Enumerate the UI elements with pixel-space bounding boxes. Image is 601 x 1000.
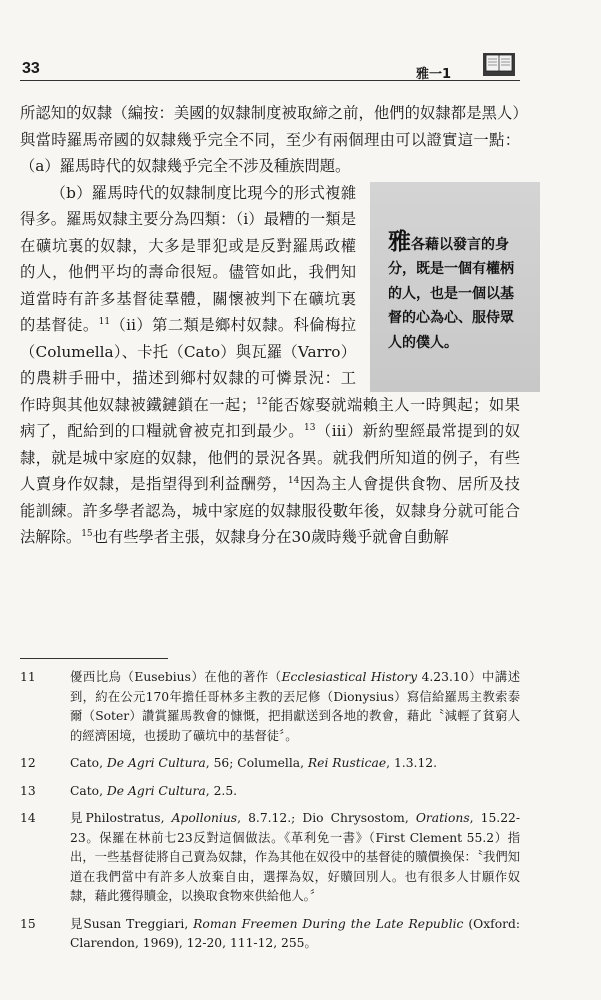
footnote-14 <box>20 809 520 907</box>
footnote-text: Cato, <box>70 783 107 798</box>
footnote-ref-15: 15 <box>81 529 93 539</box>
footnote-text: Cato, <box>70 756 107 770</box>
footnote-text: , 1.3.12. <box>386 756 437 770</box>
pull-quote <box>370 182 540 392</box>
book-icon <box>482 50 516 78</box>
footnote-ref-12: 12 <box>256 396 268 407</box>
paragraph-2-text-a: （b）羅馬時代的奴隸制度比現今的形式複雜得多。羅馬奴隸主要分為四類：（i）最糟的一類是在礦坑裏的奴隸，大多是罪犯或是反對羅馬政權的人，他們平均的壽命很短。儘管如此，我們知道當時有許多基督徒羣體，關懷被判下在礦坑裏的基督徒。 <box>20 183 356 334</box>
footnote-text: 見Philostratus, <box>70 811 172 825</box>
footnote-text: , 56; Columella, <box>205 756 308 770</box>
paragraph-2-text-f: 也有些學者主張，奴隸身分在30歲時幾乎就會自動解 <box>92 528 449 546</box>
body-text <box>20 100 520 551</box>
footnote-title: De Agri Cultura <box>106 756 206 770</box>
footnote-title: Roman Freemen During the Late Republic <box>193 916 464 931</box>
footnote-ref-14: 14 <box>287 476 300 486</box>
footnote-text: (Oxford: Clarendon, 1969), 12-20, 111-12, 255。 <box>70 916 520 950</box>
footnote-title: Orations <box>415 811 470 825</box>
footnote-text: 見Susan Treggiari, <box>70 916 194 931</box>
footnote-rule <box>20 658 168 659</box>
footnote-text: , 8.7.12.; Dio Chrysostom, <box>237 811 416 825</box>
footnote-title: Rei Rusticae <box>307 756 387 770</box>
footnotes <box>20 668 520 962</box>
pull-quote-text: 各藉以發言的身分，既是一個有權柄的人，也是一個以基督的心為心、服侍眾人的僕人。 <box>388 236 514 351</box>
pull-quote-dropcap: 雅 <box>388 228 411 255</box>
footnote-15 <box>20 915 520 954</box>
footnote-text: 4.23.10）中講述到，約在公元170年擔任哥林多主教的丟尼修（Dionysius）寫信給羅馬主教索泰爾（Soter）讚賞羅馬教會的慷慨，把捐獻送到各地的教會，藉此〝減輕了貧窮人的經濟困境，也援助了礦坑中的基督徒〞。 <box>70 670 520 743</box>
paragraph-2-text-b: （ii）第二類是鄉村奴隸。科倫梅拉（Columella）、卡托（Cato）與瓦羅（Varro）的農耕手冊中，描述到鄉村奴隸的可憐景況：工作時與其他奴隸被鐵鏈鎖在一起； <box>20 316 356 414</box>
paragraph-2-text-c: 能否嫁娶就端賴主人一時興起；如果病了，配給到的口糧就會被克扣到最少。 <box>20 395 520 440</box>
page-number: 33 <box>22 60 40 77</box>
paragraph-2-text-d: （iii）新約聖經最常提到的奴隸，就是城中家庭的奴隸，他們的景況各異。就我們所知道的例子，有些人賣身作奴隸，是指望得到利益酬勞， <box>20 422 520 493</box>
footnote-ref-11: 11 <box>98 317 111 327</box>
footnote-number: 15 <box>20 916 36 931</box>
running-head: 雅一1 <box>416 67 452 82</box>
footnote-13 <box>20 782 520 802</box>
footnote-number: 13 <box>20 783 36 798</box>
footnote-text: 優西比烏（Eusebius）在他的著作（ <box>70 670 282 684</box>
footnote-text: , 15.22-23。保羅在林前七23反對這個做法。《革利免一書》（First Clement 55.2）指出，一些基督徒將自己賣為奴隸，作為其他在奴役中的基督徒的贖價換保：〝我們知道在我們當中有許多人放棄自由，選擇為奴，好贖回別人。也有很多人甘願作奴隸，藉此獲得贖金，以換取食物來供給他人。〞 <box>70 811 520 903</box>
footnote-11 <box>20 668 520 746</box>
footnote-text: , 2.5. <box>205 783 238 798</box>
footnote-ref-13: 13 <box>304 423 316 433</box>
footnote-title: Apollonius <box>171 811 238 825</box>
footnote-title: Ecclesiastical History <box>281 670 418 684</box>
footnote-number: 12 <box>20 756 36 770</box>
footnote-number: 11 <box>20 670 36 684</box>
paragraph-1: 所認知的奴隸（編按：美國的奴隸制度被取締之前，他們的奴隸都是黑人）與當時羅馬帝國的奴隸幾乎完全不同，至少有兩個理由可以證實這一點：（a）羅馬時代的奴隸幾乎完全不涉及種族問題。 <box>20 104 520 175</box>
footnote-12 <box>20 754 520 774</box>
footnote-title: De Agri Cultura <box>106 783 206 798</box>
footnote-number: 14 <box>20 811 36 825</box>
paragraph-2-text-e: 因為主人會提供食物、居所及技能訓練。許多學者認為，城中家庭的奴隸服役數年後，奴隸身分就可能合法解除。 <box>20 475 520 546</box>
header-rule <box>20 80 520 81</box>
